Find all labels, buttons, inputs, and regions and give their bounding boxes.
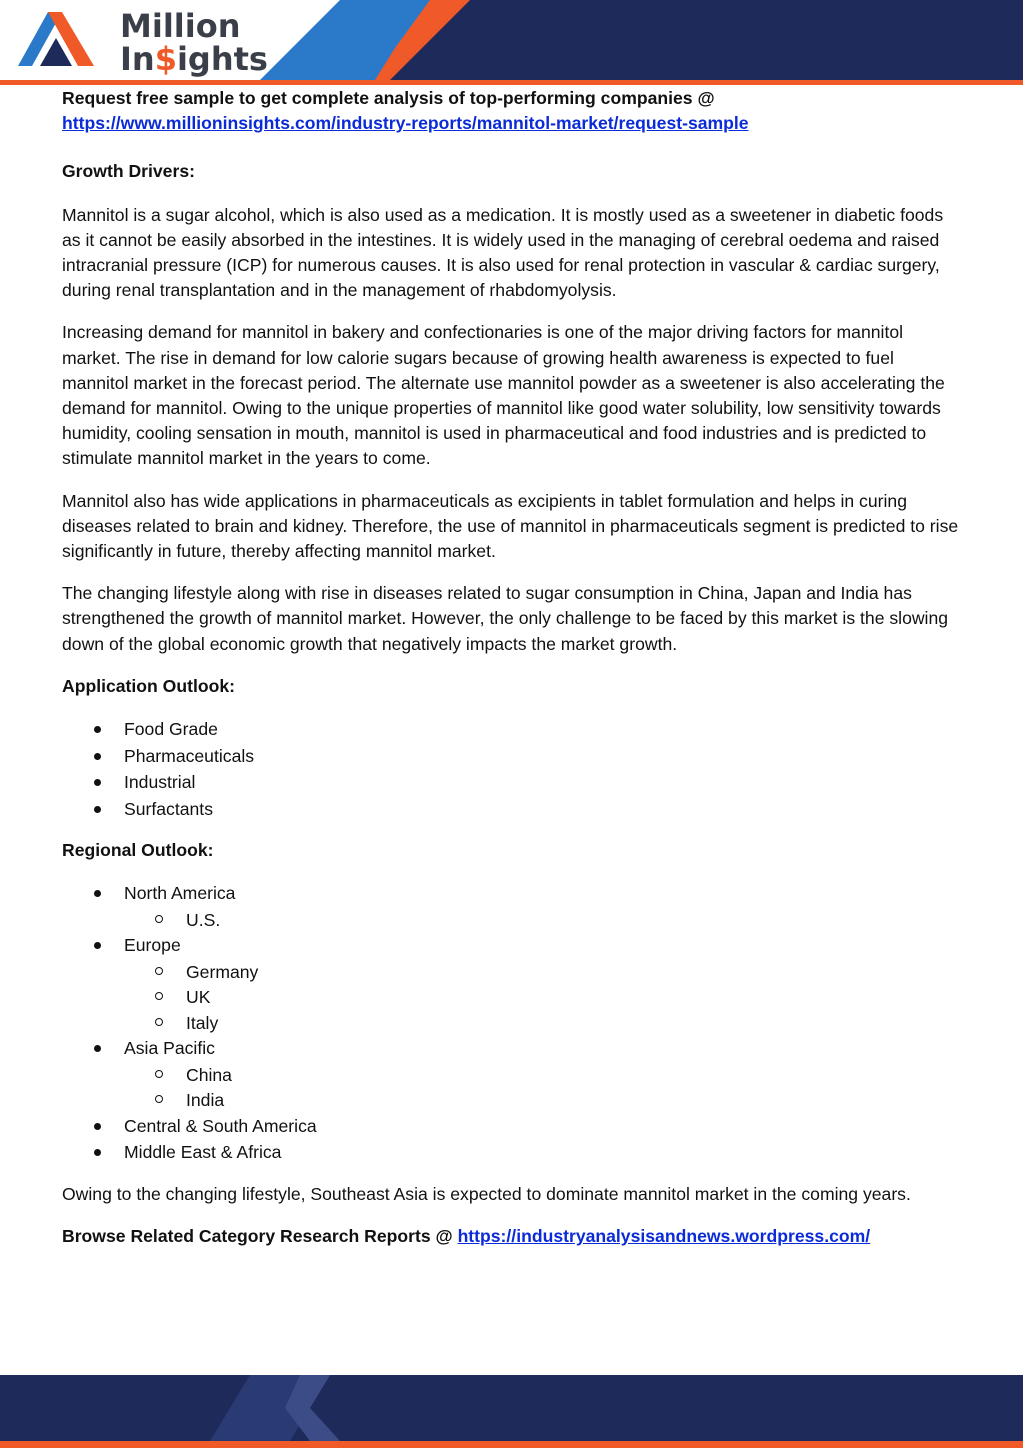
browse-block xyxy=(62,1224,962,1249)
region-item-middle-east-africa: Middle East & Africa xyxy=(62,1140,962,1167)
list-item: Food Grade xyxy=(62,717,962,744)
sub-item: Italy xyxy=(62,1011,962,1037)
sub-item: Germany xyxy=(62,960,962,986)
logo-mark-icon xyxy=(10,4,110,80)
sub-list-north-america xyxy=(62,908,962,934)
sub-item: UK xyxy=(62,985,962,1011)
footer-graphic xyxy=(0,1375,1023,1448)
list-item: Pharmaceuticals xyxy=(62,744,962,771)
application-outlook-heading: Application Outlook: xyxy=(62,675,235,696)
intro-block xyxy=(62,86,962,136)
region-item-north-america: North America xyxy=(62,881,962,908)
logo-line-1: Million xyxy=(120,7,241,45)
browse-reports-link[interactable]: https://industryanalysisandnews.wordpress.com/ xyxy=(457,1225,871,1246)
document-body xyxy=(62,86,962,1249)
list-item: Surfactants xyxy=(62,797,962,824)
paragraph-3: Mannitol also has wide applications in pharmaceuticals as excipients in tablet formulation and helps in curing diseases related to brain and kidney. Therefore, the use of mannitol in pharmaceuticals segment is predicted to rise significantly in future, thereby affecting mannitol market. xyxy=(62,490,959,562)
sub-list-europe xyxy=(62,960,962,1037)
paragraph-1: Mannitol is a sugar alcohol, which is also used as a medication. It is mostly used as a sweetener in diabetic foods as it cannot be easily absorbed in the intestines. It is widely used in the managing of cerebral oedema and raised intracranial pressure (ICP) for numerous causes. It is also used for renal protection in vascular & cardiac surgery, during renal transplantation and in the management of rhabdomyolysis. xyxy=(62,204,944,301)
paragraph-4: The changing lifestyle along with rise in diseases related to sugar consumption in China, Japan and India has strengthened the growth of mannitol market. However, the only challenge to be faced by this market is the slowing down of the global economic growth that negatively impacts the market growth. xyxy=(62,583,949,654)
logo-wordmark xyxy=(120,7,268,78)
region-list xyxy=(62,881,962,1167)
region-item-central-south-america: Central & South America xyxy=(62,1114,962,1141)
paragraph-2: Increasing demand for mannitol in bakery and confectionaries is one of the major driving factors for mannitol market. The rise in demand for low calorie sugars because of growing health awareness is expected to fuel mannitol market in the forecast period. The alternate use mannitol powder as a sweetener is also accelerating the demand for mannitol. Owing to the unique properties of mannitol like good water solubility, low sensitivity towards humidity, cooling sensation in mouth, mannitol is used in pharmaceutical and food industries and is predicted to stimulate mannitol market in the years to come. xyxy=(62,322,945,469)
application-list xyxy=(62,717,962,823)
logo-dollar: $ xyxy=(154,40,177,78)
company-logo xyxy=(10,4,268,80)
footer-banner xyxy=(0,1375,1023,1448)
logo-line-2: In$ights xyxy=(120,40,268,78)
request-sample-link[interactable]: https://www.millioninsights.com/industry-reports/mannitol-market/request-sample xyxy=(62,113,749,134)
intro-text: Request free sample to get complete analysis of top-performing companies @ xyxy=(62,88,715,108)
growth-drivers-heading: Growth Drivers: xyxy=(62,161,195,182)
list-item: Industrial xyxy=(62,770,962,797)
sub-list-asia-pacific xyxy=(62,1063,962,1114)
regional-outlook-heading: Regional Outlook: xyxy=(62,840,214,861)
header-banner xyxy=(0,0,1023,85)
sub-item: India xyxy=(62,1088,962,1114)
region-item-asia-pacific: Asia Pacific xyxy=(62,1036,962,1063)
browse-text: Browse Related Category Research Reports @ xyxy=(62,1225,453,1246)
sub-item: China xyxy=(62,1063,962,1089)
region-item-europe: Europe xyxy=(62,933,962,960)
closing-paragraph: Owing to the changing lifestyle, Southeast Asia is expected to dominate mannitol market in the coming years. xyxy=(62,1183,911,1204)
sub-item: U.S. xyxy=(62,908,962,934)
